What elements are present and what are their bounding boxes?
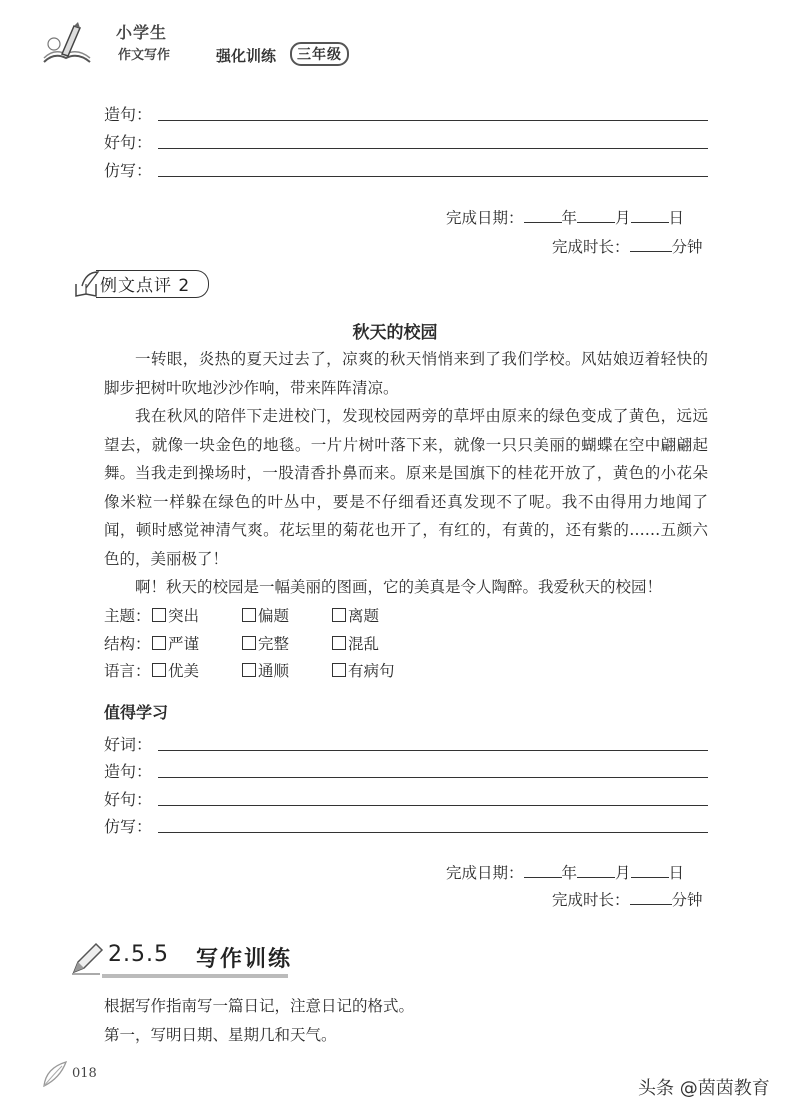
training-section-heading <box>70 940 310 980</box>
answer-line <box>158 148 708 149</box>
answer-line <box>158 750 708 751</box>
duration-label: 完成时长： <box>552 891 630 909</box>
option-label: 优美 <box>168 662 200 680</box>
completion-date-1 <box>446 206 684 228</box>
good-sentence-field[interactable] <box>104 787 714 809</box>
section-number: 2.5.5 <box>108 942 169 967</box>
eval-option[interactable] <box>242 604 289 626</box>
year-blank[interactable] <box>524 862 562 879</box>
brand-title-line1: 小学生 <box>116 23 168 42</box>
essay-paragraph: 当我走到操场时，一股清香扑鼻而来。原来是国旗下的桂花开放了，黄色的小花朵像米粒一样躲在绿色的叶丛中，要是不仔细看还真发现不了呢。我不由得用力地闻了闻，顿时感觉神清气爽。花坛里的菊花也开了，有红的，有黄的，还有紫的……五颜六色的，美丽极了！ <box>104 464 708 568</box>
month-blank[interactable] <box>577 207 615 224</box>
duration-unit: 分钟 <box>671 238 703 256</box>
section-title: 写作训练 <box>196 947 293 972</box>
option-label: 突出 <box>168 607 200 625</box>
essay-paragraph: 啊！秋天的校园是一幅美丽的图画，它的美真是令人陶醉。我爱秋天的校园！ <box>135 578 663 596</box>
checkbox-icon[interactable] <box>242 608 256 622</box>
field-label: 好句： <box>104 790 153 809</box>
eval-option[interactable] <box>242 632 289 654</box>
eval-option[interactable] <box>242 659 289 681</box>
answer-line <box>158 120 708 121</box>
watermark: 头条 @茵茵教育 <box>638 1078 770 1099</box>
checkbox-icon[interactable] <box>152 636 166 650</box>
month-unit: 月 <box>615 209 631 227</box>
sentence-making-field[interactable] <box>104 102 714 124</box>
answer-line <box>158 805 708 806</box>
pencil-book-logo-icon <box>40 22 94 68</box>
section-badge-label: 例文点评 2 <box>100 276 191 296</box>
option-label: 离题 <box>348 607 380 625</box>
eval-option[interactable] <box>332 632 379 654</box>
answer-line <box>158 176 708 177</box>
checkbox-icon[interactable] <box>152 608 166 622</box>
duration-label: 完成时长： <box>552 238 630 256</box>
month-blank[interactable] <box>577 862 615 879</box>
checkbox-icon[interactable] <box>332 636 346 650</box>
day-unit: 日 <box>668 864 685 882</box>
option-label: 完整 <box>258 635 290 653</box>
option-label: 混乱 <box>348 635 380 653</box>
option-label: 通顺 <box>258 662 290 680</box>
leaf-ornament-icon <box>40 1060 70 1088</box>
checkbox-icon[interactable] <box>332 663 346 677</box>
field-label: 好句： <box>104 133 153 152</box>
field-label: 造句： <box>104 105 153 124</box>
eval-option[interactable] <box>152 632 199 654</box>
answer-line <box>158 777 708 778</box>
year-unit: 年 <box>561 209 578 227</box>
grade-badge: 三年级 <box>290 42 349 66</box>
page-header <box>40 18 370 68</box>
month-unit: 月 <box>615 864 631 882</box>
field-label: 仿写： <box>104 161 153 180</box>
instruction-line: 根据写作指南写一篇日记，注意日记的格式。 <box>104 997 415 1015</box>
eval-option[interactable] <box>332 604 379 626</box>
pencil-icon <box>70 942 104 976</box>
completion-date-label: 完成日期： <box>446 864 524 882</box>
checkbox-icon[interactable] <box>152 663 166 677</box>
option-label: 严谨 <box>168 635 200 653</box>
answer-line <box>158 832 708 833</box>
good-words-field[interactable] <box>104 732 714 754</box>
completion-date-label: 完成日期： <box>446 209 524 227</box>
field-label: 好词： <box>104 735 153 754</box>
eval-label: 主题： <box>104 607 151 625</box>
checkbox-icon[interactable] <box>242 636 256 650</box>
instruction-line: 第一，写明日期、星期几和天气。 <box>104 1026 337 1044</box>
series-name: 强化训练 <box>216 47 277 65</box>
field-label: 仿写： <box>104 817 153 836</box>
sentence-making-field[interactable] <box>104 759 714 781</box>
completion-duration-2 <box>552 888 703 910</box>
section-badge <box>74 270 214 300</box>
essay-paragraph: 我在秋风的陪伴下走进校门，发现校园两旁的草坪由原来的绿色变成了黄色，远远望去，就像一块金色的地毯。一片片树叶落下来，就像一只只美丽的蝴蝶在空中翩翩起舞。 <box>104 407 708 482</box>
brand-title-line2: 作文写作 <box>118 48 171 63</box>
field-label: 造句： <box>104 762 153 781</box>
option-label: 有病句 <box>348 662 395 680</box>
eval-option[interactable] <box>332 659 395 681</box>
good-sentence-field[interactable] <box>104 130 714 152</box>
imitation-field[interactable] <box>104 158 714 180</box>
duration-blank[interactable] <box>630 236 672 253</box>
imitation-field[interactable] <box>104 814 714 836</box>
essay-title: 秋天的校园 <box>352 323 438 343</box>
day-blank[interactable] <box>631 862 669 879</box>
duration-blank[interactable] <box>630 889 672 906</box>
option-label: 偏题 <box>258 607 290 625</box>
essay-paragraph: 一转眼，炎热的夏天过去了，凉爽的秋天悄悄来到了我们学校。风姑娘迈着轻快的脚步把树叶吹地沙沙作响，带来阵阵清凉。 <box>104 350 708 397</box>
eval-option[interactable] <box>152 659 199 681</box>
eval-option[interactable] <box>152 604 199 626</box>
day-blank[interactable] <box>631 207 669 224</box>
page-number: 018 <box>72 1066 97 1081</box>
eval-label: 语言： <box>104 662 151 680</box>
year-unit: 年 <box>561 864 578 882</box>
completion-duration-1 <box>552 235 703 257</box>
completion-date-2 <box>446 861 684 883</box>
eval-label: 结构： <box>104 635 151 653</box>
duration-unit: 分钟 <box>671 891 703 909</box>
worth-learning-heading: 值得学习 <box>104 703 169 722</box>
checkbox-icon[interactable] <box>332 608 346 622</box>
heading-underline <box>102 974 288 978</box>
day-unit: 日 <box>668 209 685 227</box>
year-blank[interactable] <box>524 207 562 224</box>
checkbox-icon[interactable] <box>242 663 256 677</box>
